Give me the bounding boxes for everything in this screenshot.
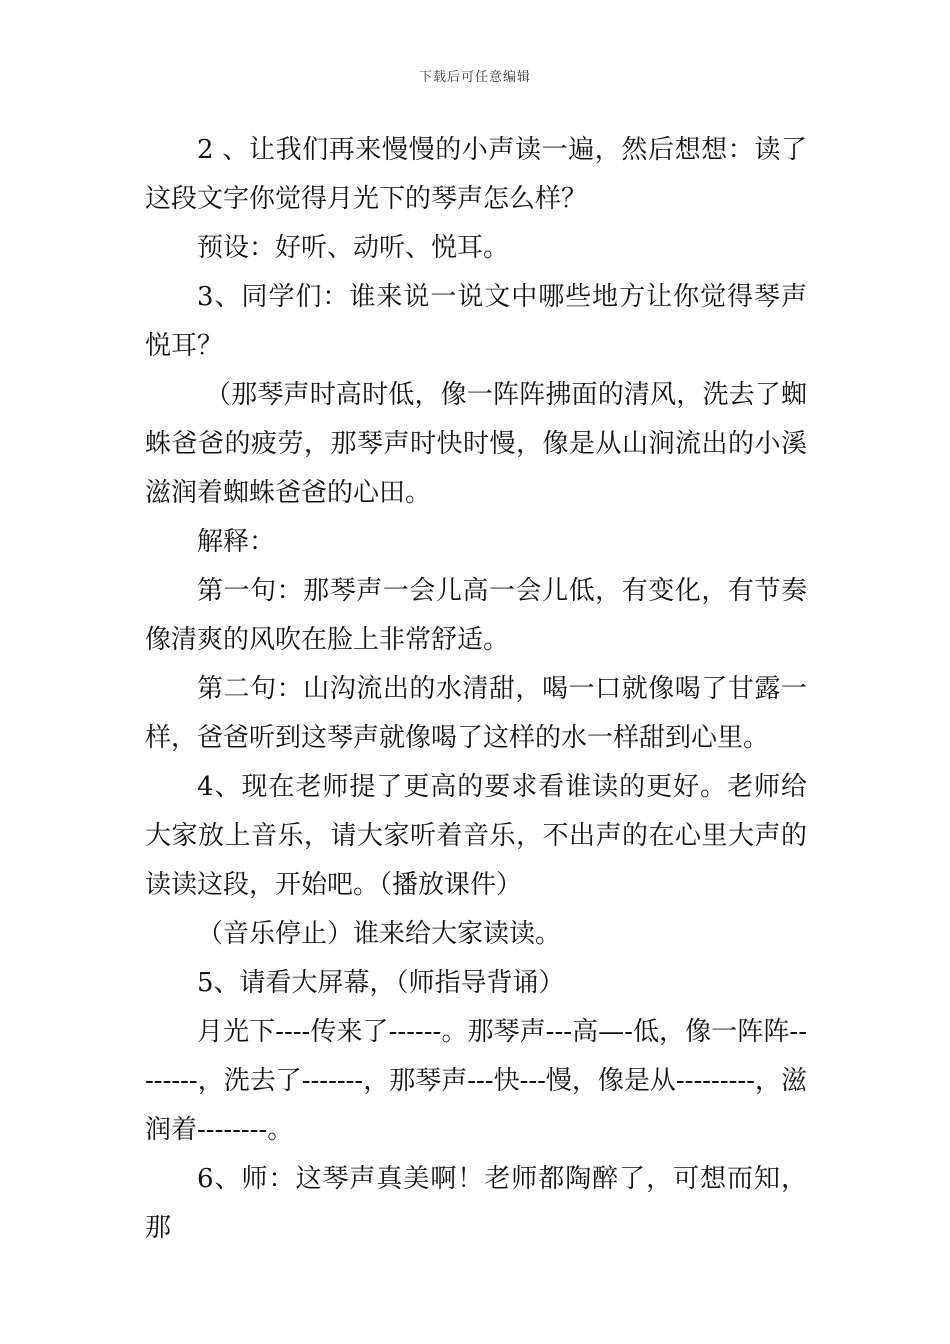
paragraph-explanation-label: 解释： bbox=[197, 527, 276, 557]
document-body bbox=[145, 126, 807, 1253]
paragraph-second-sentence: 第二句：山沟流出的水清甜，喝一口就像喝了甘露一样，爸爸听到这琴声就像喝了这样的水一样甜到心里。 bbox=[145, 674, 807, 753]
paragraph-question-3: 3、同学们：谁来说一说文中哪些地方让你觉得琴声悦耳？ bbox=[145, 282, 807, 361]
paragraph-step-5: 5、请看大屏幕，（师指导背诵） bbox=[197, 968, 565, 998]
paragraph-first-sentence: 第一句：那琴声一会儿高一会儿低，有变化，有节奏像清爽的风吹在脸上非常舒适。 bbox=[145, 576, 807, 655]
paragraph-quote: （那琴声时高时低，像一阵阵拂面的清风，洗去了蜘蛛爸爸的疲劳，那琴声时快时慢，像是从山涧流出的小溪滋润着蜘蛛爸爸的心田。 bbox=[145, 380, 807, 508]
paragraph-preset: 预设：好听、动听、悦耳。 bbox=[197, 233, 510, 263]
paragraph-step-6: 6、师：这琴声真美啊！老师都陶醉了，可想而知，那 bbox=[145, 1164, 807, 1243]
page-header: 下载后可任意编辑 bbox=[418, 70, 531, 85]
paragraph-reread: 2 、让我们再来慢慢的小声读一遍，然后想想：读了这段文字你觉得月光下的琴声怎么样？ bbox=[145, 135, 807, 214]
paragraph-music-stop: （音乐停止）谁来给大家读读。 bbox=[197, 919, 562, 949]
paragraph-fill-blanks: 月光下----传来了------。那琴声---高—-低，像一阵阵--------，洗去了-------，那琴声---快---慢，像是从---------，滋润着--------。 bbox=[145, 1017, 807, 1145]
paragraph-step-4: 4、现在老师提了更高的要求看谁读的更好。老师给大家放上音乐，请大家听着音乐，不出声的在心里大声的读读这段，开始吧。（播放课件） bbox=[145, 772, 807, 900]
